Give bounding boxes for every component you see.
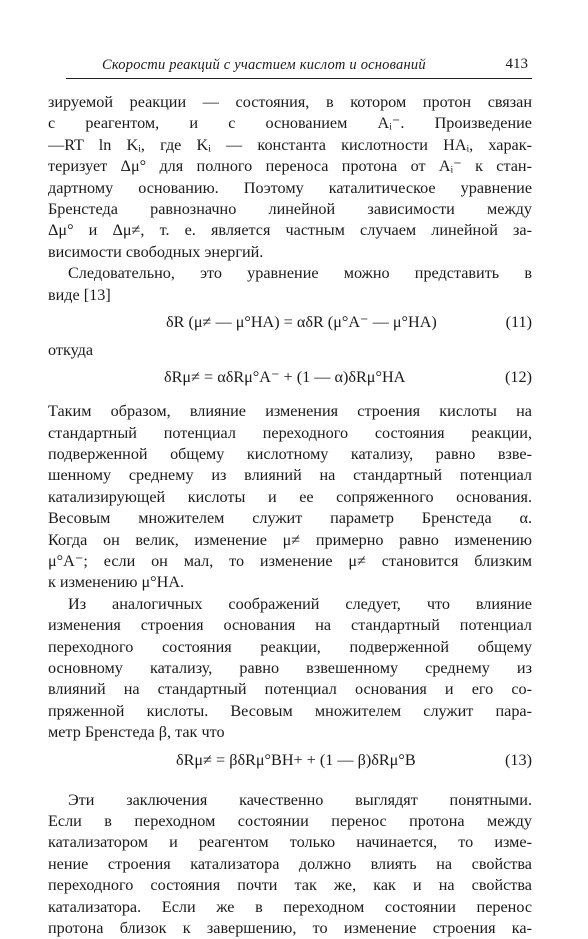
text-line: катализатором и реагентом только начинается, то изме- xyxy=(48,833,532,852)
text-line: —RT ln Kᵢ, где Kᵢ — константа кислотности HAᵢ, харак- xyxy=(48,135,532,154)
equation-number: (13) xyxy=(505,750,532,769)
text-line: подверженной общему кислотному катализу, равно взве- xyxy=(48,445,532,464)
text-line: Весовым множителем служит параметр Бренстеда α. xyxy=(48,509,532,528)
equation-12 xyxy=(48,361,532,395)
text-line: Следовательно, это уравнение можно представить в xyxy=(68,264,532,283)
paragraph-1 xyxy=(48,92,532,263)
text-line: переходного состояния реакции, подверженной общему xyxy=(48,637,532,656)
paragraph-2 xyxy=(48,263,532,306)
text-line: μ°A⁻; если он мал, то изменение μ≠ становится близким xyxy=(48,552,532,571)
text-line: протона близок к завершению, то изменение строения ка- xyxy=(48,918,532,937)
text-line: дартному основанию. Поэтому каталитическое уравнение xyxy=(48,178,532,197)
text-line: изменения строения основания на стандартный потенциал xyxy=(48,616,532,635)
text-line: Таким образом, влияние изменения строения кислоты на xyxy=(48,402,532,421)
text-line: стандартный потенциал переходного состояния реакции, xyxy=(48,423,532,442)
text-line: Когда он велик, изменение μ≠ примерно равно изменению xyxy=(48,530,532,549)
text-line: катализирующей кислоты и ее сопряженного основания. xyxy=(48,487,532,506)
text-line: к изменению μ°HA. xyxy=(48,573,185,592)
text-line: основному катализу, равно взвешенному среднему из xyxy=(48,658,532,677)
paragraph-5 xyxy=(48,790,532,939)
text-line: Эти заключения качественно выглядят понятными. xyxy=(68,790,532,809)
text-line: Бренстеда равнозначно линейной зависимости между xyxy=(48,199,532,218)
equation-number: (12) xyxy=(505,368,532,387)
text-line: Из аналогичных соображений следует, что влияние xyxy=(68,594,532,613)
text-line: катализатора. Если же в переходном состоянии перенос xyxy=(48,897,532,916)
equation-formula: δR (μ≠ — μ°HA) = αδR (μ°A⁻ — μ°HA) xyxy=(166,312,437,331)
text-line: пряженной кислоты. Весовым множителем служит пара- xyxy=(48,701,532,720)
text-line: переходного состояния почти так же, как и на свойства xyxy=(48,876,532,895)
equation-formula: δRμ≠ = βδRμ°BH+ + (1 — β)δRμ°B xyxy=(176,750,416,769)
text-line: с реагентом, и с основанием Aᵢ⁻. Произведение xyxy=(48,114,532,133)
text-line: шенному среднему из влияний на стандартный потенциал xyxy=(48,466,532,485)
paragraph-3 xyxy=(48,401,532,594)
running-header xyxy=(66,56,532,79)
text-line: висимости свободных энергий. xyxy=(48,242,264,261)
page-number: 413 xyxy=(505,56,528,72)
paragraph-4 xyxy=(48,594,532,744)
text-line: виде [13] xyxy=(48,285,111,304)
connector-text: откуда xyxy=(48,340,94,359)
text-line: нение строения катализатора должно влиять на свойства xyxy=(48,854,532,873)
text-line: метр Бренстеда β, так что xyxy=(48,723,225,742)
text-line: теризует Δμ° для полного переноса протона от Aᵢ⁻ к стан- xyxy=(48,157,532,176)
text-line: влияний на стандартный потенциал основания и его со- xyxy=(48,680,532,699)
equation-11 xyxy=(48,306,532,340)
equation-number: (11) xyxy=(505,312,532,331)
text-line: Если в переходном состоянии перенос протона между xyxy=(48,811,532,830)
text-line: Δμ° и Δμ≠, т. е. является частным случаем линейной за- xyxy=(48,221,532,240)
running-title: Скорости реакций с участием кислот и оснований xyxy=(102,57,426,73)
equation-13 xyxy=(48,744,532,778)
text-line: зируемой реакции — состояния, в котором протон связан xyxy=(48,93,532,111)
equation-formula: δRμ≠ = αδRμ°A⁻ + (1 — α)δRμ°HA xyxy=(164,368,406,387)
page-body xyxy=(48,92,532,939)
